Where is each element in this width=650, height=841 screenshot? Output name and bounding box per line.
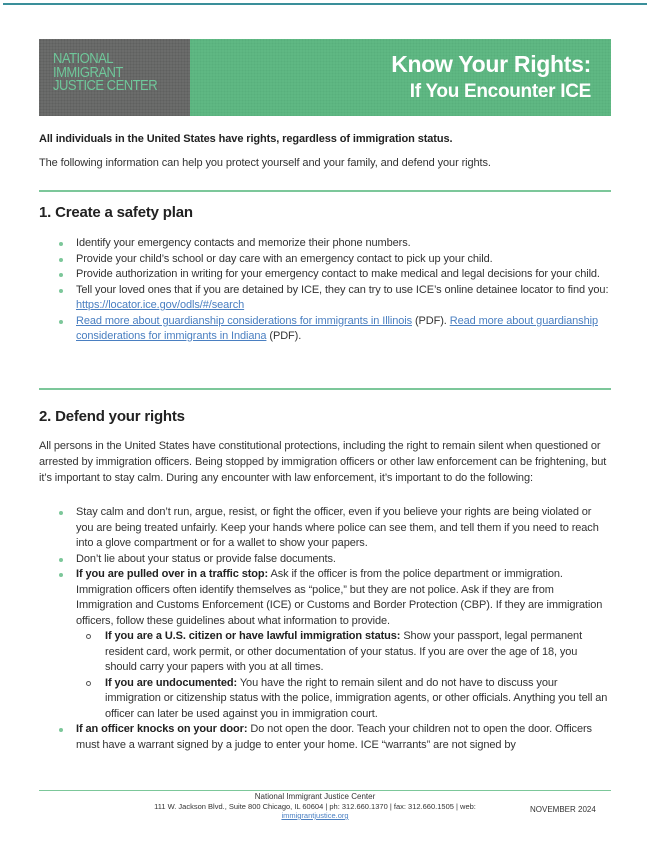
item-text: Don’t lie about your status or provide false documents. <box>76 552 336 565</box>
footer-web-link[interactable]: immigrantjustice.org <box>281 811 349 820</box>
item-label: If you are undocumented: <box>105 676 238 689</box>
bullet-icon <box>59 273 63 277</box>
bullet-icon <box>59 289 63 293</box>
footer-divider <box>39 790 611 791</box>
item-text: Show your passport, legal permanent resident card, work permit, or other documentation of your status. If you are over the age of 18, you should carry your papers with you at all times. <box>105 630 583 673</box>
footer <box>100 792 530 821</box>
nijc-logo <box>39 39 190 116</box>
lead-statement: All individuals in the United States have rights, regardless of immigration status. <box>39 133 453 145</box>
logo-line: NATIONAL <box>53 51 113 67</box>
item-text: Ask if the officer is from the police department or immigration. Immigration officers often identify themselves as “police,” but they are not police. Ask if they are from Immigration and Customs Enforcement (ICE) or Customs and Border Protection (CBP). If they are immigration officers, follow these guidelines about what information to provide. <box>76 568 603 627</box>
page-subtitle: If You Encounter ICE <box>409 81 591 102</box>
list-item <box>39 314 611 345</box>
bullet-icon <box>59 258 63 262</box>
list-item <box>39 552 611 568</box>
detainee-locator-link[interactable]: https://locator.ice.gov/odls/#/search <box>76 299 245 311</box>
section-intro: All persons in the United States have constitutional protections, including the right to remain silent when questioned or arrested by immigration officers. Being stopped by immigration officers or other law enforcement can be frightening, but it’s important to stay calm. During any encounter with law enforcement, it’s important to do the following: <box>39 440 607 484</box>
item-text: Tell your loved ones that if you are detained by ICE, they can try to use ICE’s online detainee locator to find you: <box>76 283 609 296</box>
indiana-guardianship-link[interactable]: Read more about guardianship considerations for immigrants in Indiana <box>76 314 598 342</box>
bullet-icon <box>59 573 63 577</box>
list-item <box>39 267 611 283</box>
traffic-stop-sublist <box>76 629 611 722</box>
page-title: Know Your Rights: <box>391 51 591 77</box>
item-text: Do not open the door. Teach your children not to open the door. Officers must have a warrant signed by a judge to enter your home. ICE “warrants” are not signed by <box>76 723 592 751</box>
item-text: You have the right to remain silent and do not have to discuss your immigration or citizenship status with the police, immigration agents, or other officials. Anything you tell an officer can later be used against you in immigration court. <box>105 676 608 720</box>
footer-org: National Immigrant Justice Center <box>254 792 376 801</box>
safety-plan-list <box>39 236 611 345</box>
publication-date: NOVEMBER 2024 <box>530 805 596 814</box>
sublist-item <box>76 676 611 723</box>
intro-text: The following information can help you protect yourself and your family, and defend your rights. <box>39 157 491 169</box>
footer-address: 111 W. Jackson Blvd., Suite 800 Chicago, IL 60604 | ph: 312.660.1370 | fax: 312.660.1505 | web: <box>154 801 476 811</box>
list-item <box>39 505 611 552</box>
item-text: Stay calm and don’t run, argue, resist, or fight the officer, even if you believe your rights are being violated or you are being treated unfairly. Keep your hands where police can see them, and tell them if you need to reach into a glove compartment or for a wallet to show your papers. <box>76 506 599 549</box>
item-text: (PDF). <box>412 314 450 327</box>
item-text: Identify your emergency contacts and memorize their phone numbers. <box>76 237 411 249</box>
logo-line: IMMIGRANT <box>53 64 123 81</box>
list-item <box>39 283 611 314</box>
section-defend-rights <box>39 408 611 753</box>
header-banner <box>39 39 611 116</box>
section-heading: 2. Defend your rights <box>39 408 185 425</box>
item-label: If you are pulled over in a traffic stop: <box>76 568 269 580</box>
section-create-safety-plan <box>39 204 611 345</box>
section-heading: 1. Create a safety plan <box>39 204 193 221</box>
bullet-icon <box>59 242 63 246</box>
item-label: If an officer knocks on your door: <box>76 723 248 735</box>
section-divider <box>39 190 611 192</box>
circle-bullet-icon <box>86 634 91 639</box>
list-item <box>39 567 611 722</box>
item-text: Provide your child’s school or day care with an emergency contact to pick up your child. <box>76 252 493 265</box>
circle-bullet-icon <box>86 681 91 686</box>
defend-rights-list <box>39 505 611 753</box>
item-text: (PDF). <box>266 330 302 342</box>
section-divider <box>39 388 611 390</box>
logo-line: JUSTICE CENTER <box>53 78 158 94</box>
item-label: If you are a U.S. citizen or have lawful immigration status: <box>105 630 401 642</box>
bullet-icon <box>59 728 63 732</box>
banner-title-block <box>190 39 611 116</box>
bullet-icon <box>59 558 63 562</box>
item-text: Provide authorization in writing for your emergency contact to make medical and legal decisions for your child. <box>76 268 600 280</box>
illinois-guardianship-link[interactable]: Read more about guardianship considerations for immigrants in Illinois <box>76 314 413 327</box>
bullet-icon <box>59 511 63 515</box>
list-item <box>39 252 611 268</box>
bullet-icon <box>59 320 63 324</box>
list-item <box>39 722 611 753</box>
list-item <box>39 236 611 252</box>
sublist-item <box>76 629 611 676</box>
top-rule <box>3 3 647 5</box>
